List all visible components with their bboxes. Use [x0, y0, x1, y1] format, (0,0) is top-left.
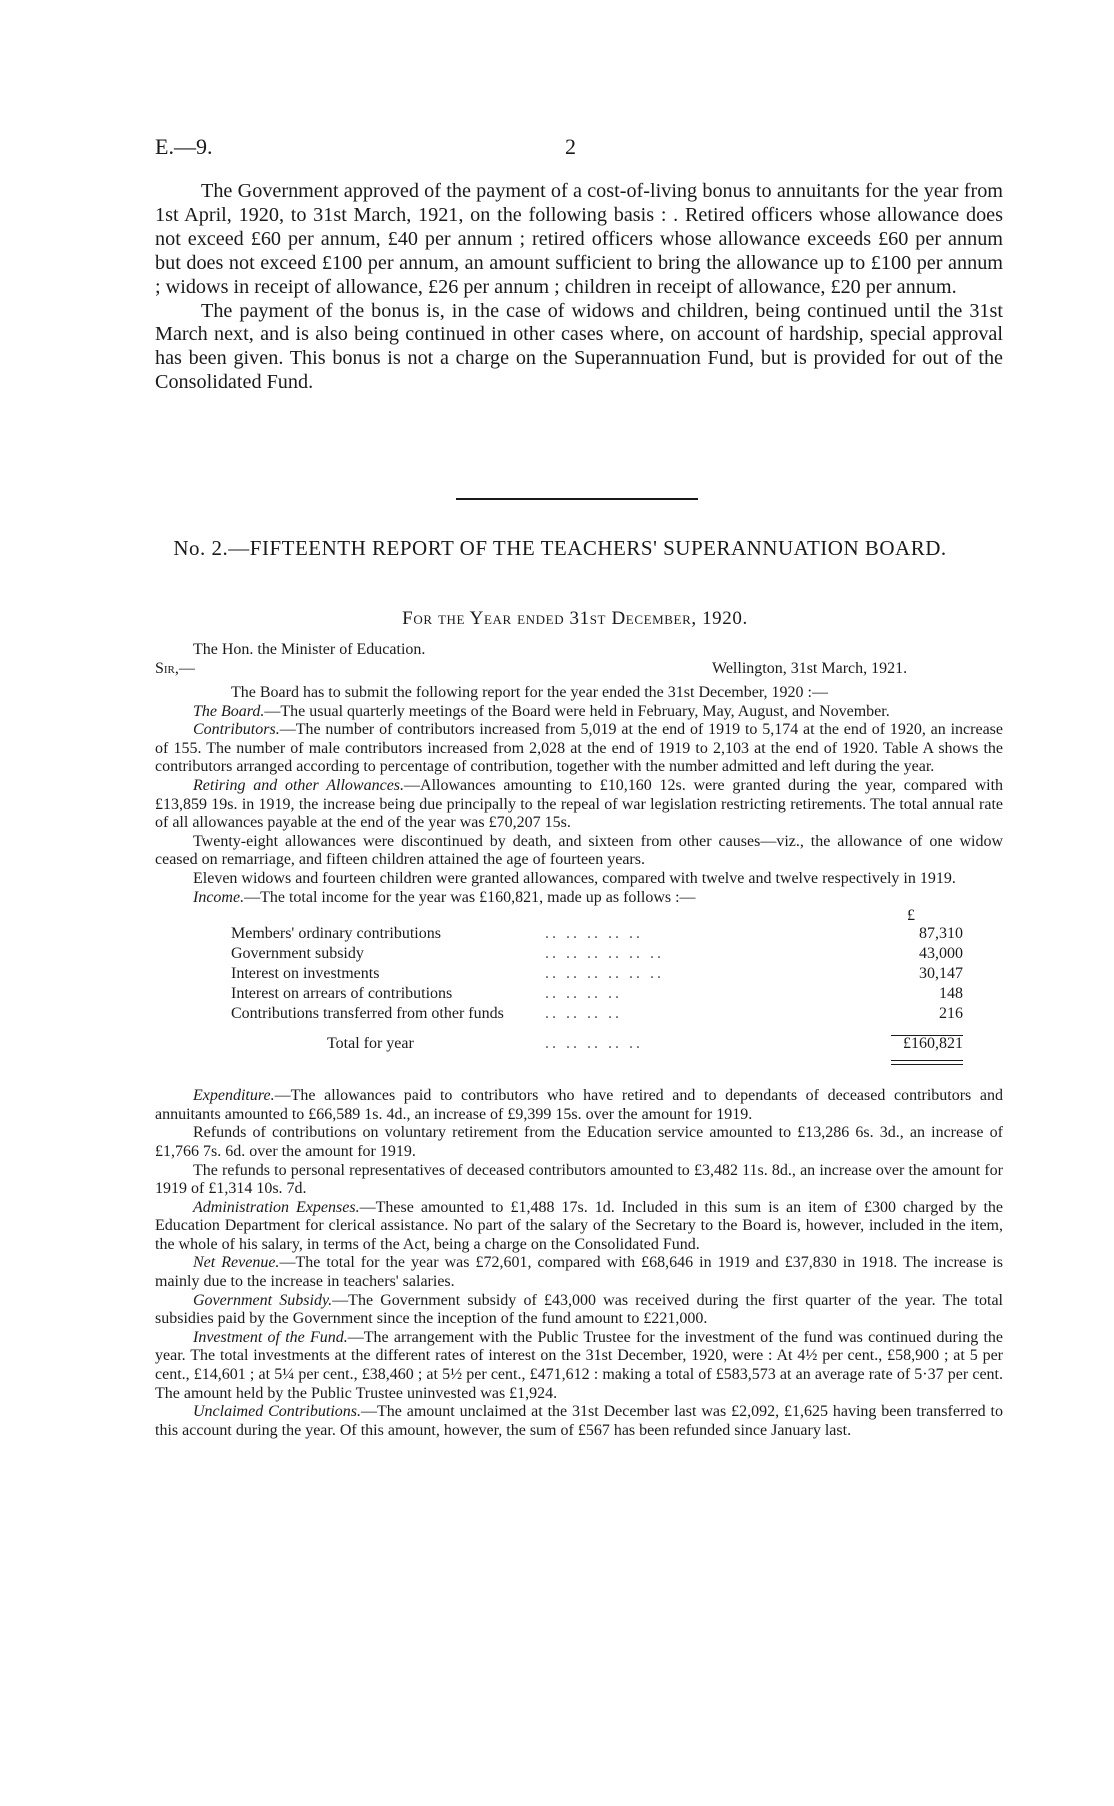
paragraph-board	[155, 703, 1003, 722]
document-reference: E.—9.	[155, 134, 213, 159]
paragraph-investment	[155, 1329, 1003, 1403]
report-body	[155, 684, 1003, 1440]
income-row-amount: 216	[939, 1005, 963, 1023]
page-number: 2	[565, 134, 576, 159]
heading-unclaimed: Unclaimed Contributions.	[193, 1403, 361, 1421]
heading-investment: Investment of the Fund.	[193, 1328, 348, 1346]
income-row-amount: 148	[939, 985, 963, 1003]
paragraph-income	[155, 889, 1003, 908]
text-subsidy: —The Government subsidy of £43,000 was received during the first quarter of the year. The total subsidies paid by the Government since the inception of the fund amount to £221,000.	[155, 1291, 1003, 1328]
intro-section	[155, 180, 1003, 395]
currency-symbol: £	[907, 907, 915, 925]
paragraph-retiring	[155, 777, 1003, 833]
page-header	[155, 134, 959, 158]
paragraph-refunds-personal: The refunds to personal representatives of deceased contributors amounted to £3,482 11s. 8d., an increase over the amount for 1919 of £1,314 10s. 7d.	[155, 1161, 1003, 1198]
paragraph-net-revenue	[155, 1254, 1003, 1291]
addressee: The Hon. the Minister of Education.	[193, 641, 426, 658]
income-currency-header	[155, 907, 1003, 925]
text-administration: —These amounted to £1,488 17s. 1d. Included in this sum is an item of £300 charged by the Education Department for clerical assistance. No part of the salary of the Secretary to the Board is, however, included in the item, the whole of his salary, in terms of the Act, being a charge on the Consolidated Fund.	[155, 1198, 1003, 1253]
income-row	[155, 1005, 1003, 1025]
income-row	[155, 965, 1003, 985]
income-row-leader: .. .. .. .. ..	[545, 925, 643, 943]
income-row-label: Interest on arrears of contributions	[231, 985, 453, 1003]
income-row-label: Members' ordinary contributions	[231, 925, 441, 943]
paragraph-expenditure	[155, 1087, 1003, 1124]
total-double-rule	[155, 1057, 1003, 1069]
income-row-amount: 43,000	[919, 945, 963, 963]
text-investment: —The arrangement with the Public Trustee for the investment of the fund was continued during the year. The total investments at the different rates of interest on the 31st December, 1920, were : At 4½ per cent., £58,900 ; at 5 per cent., £14,601 ; at 5¼ per cent., £38,460 ; at 5½ per cent., £471,612 : making a total of £583,573 at an average rate of 5·37 per cent. The amount held by the Public Trustee uninvested was £1,924.	[155, 1328, 1003, 1402]
place-date: Wellington, 31st March, 1921.	[712, 660, 908, 677]
salutation-line	[155, 659, 1003, 678]
salutation: Sir,—	[155, 660, 195, 677]
text-retiring: —Allowances amounting to £10,160 12s. were granted during the year, compared with £13,859 19s. in 1919, the increase being due principally to the repeal of war legislation restricting retirements. The total annual rate of all allowances payable at the end of the year was £70,207 15s.	[155, 776, 1004, 832]
heading-administration: Administration Expenses.	[193, 1198, 360, 1216]
income-row-leader: .. .. .. ..	[545, 1005, 622, 1023]
paragraph-unclaimed	[155, 1403, 1003, 1440]
text-board: —The usual quarterly meetings of the Board were held in February, May, August, and November.	[264, 702, 890, 720]
report-title: No. 2.—FIFTEENTH REPORT OF THE TEACHERS' SUPERANNUATION BOARD.	[173, 536, 947, 560]
income-row	[155, 925, 1003, 945]
income-total-leader: .. .. .. .. ..	[545, 1035, 643, 1053]
opening-paragraph: The Board has to submit the following report for the year ended the 31st December, 1920 :—	[231, 684, 828, 701]
heading-subsidy: Government Subsidy.	[193, 1291, 333, 1309]
paragraph-widows: Eleven widows and fourteen children were granted allowances, compared with twelve and twelve respectively in 1919.	[193, 869, 956, 887]
section-divider	[456, 498, 698, 500]
text-net-revenue: —The total for the year was £72,601, compared with £68,646 in 1919 and £37,830 in 1918. The increase is mainly due to the increase in teachers' salaries.	[155, 1254, 1004, 1291]
income-row	[155, 945, 1003, 965]
income-total-label: Total for year	[327, 1035, 414, 1053]
income-row-amount: 87,310	[919, 925, 963, 943]
heading-board: The Board.	[193, 702, 265, 720]
income-row-leader: .. .. .. .. .. ..	[545, 945, 664, 963]
intro-paragraph-continuation: The payment of the bonus is, in the case of widows and children, being continued until the 31st March next, and is also being continued in other cases where, on account of hardship, special approval has been given. This bonus is not a charge on the Superannuation Fund, but is provided for out of the Consolidated Fund.	[155, 299, 1003, 394]
paragraph-contributors	[155, 721, 1003, 777]
text-income: —The total income for the year was £160,821, made up as follows :—	[244, 888, 696, 906]
heading-contributors: Contributors.	[193, 721, 280, 739]
report-subtitle: For the Year ended 31st December, 1920.	[402, 608, 748, 629]
paragraph-subsidy	[155, 1292, 1003, 1329]
income-row-amount: 30,147	[919, 965, 963, 983]
text-expenditure: —The allowances paid to contributors who have retired and to dependants of deceased contributors and annuitants amounted to £66,589 1s. 4d., an increase of £9,399 15s. over the amount for 1919.	[155, 1087, 1003, 1123]
income-total-row	[155, 1035, 1003, 1057]
text-contributors: —The number of contributors increased from 5,019 at the end of 1919 to 5,174 at the end of 1920, an increase of 155. The number of male contributors increased from 2,028 at the end of 1919 to 2,103 at the end of 1920. Table A shows the contributors arranged according to percentage of contribution, together with the number admitted and left during the year.	[155, 721, 1003, 776]
income-row	[155, 985, 1003, 1005]
heading-income: Income.	[193, 888, 245, 906]
income-row-label: Interest on investments	[231, 965, 380, 983]
income-table	[155, 907, 1003, 1069]
heading-retiring: Retiring and other Allowances.	[193, 776, 405, 794]
income-row-label: Government subsidy	[231, 945, 364, 963]
paragraph-administration	[155, 1199, 1003, 1255]
intro-paragraph-bonus: The Government approved of the payment of a cost-of-living bonus to annuitants for the year from 1st April, 1920, to 31st March, 1921, on the following basis : . Retired officers whose allowance does not exceed £60 per annum, £40 per annum ; retired officers whose allowance exceeds £60 per annum but does not exceed £100 per annum, an amount sufficient to bring the allowance up to £100 per annum ; widows in receipt of allowance, £26 per annum ; children in receipt of allowance, £20 per annum.	[155, 180, 1003, 298]
income-row-label: Contributions transferred from other funds	[231, 1005, 504, 1023]
text-unclaimed: —The amount unclaimed at the 31st December last was £2,092, £1,625 having been transferred to this account during the year. Of this amount, however, the sum of £567 has been refunded since January last.	[155, 1403, 1004, 1439]
paragraph-refunds: Refunds of contributions on voluntary retirement from the Education service amounted to £13,286 6s. 3d., an increase of £1,766 7s. 6d. over the amount for 1919.	[155, 1124, 1003, 1160]
income-row-leader: .. .. .. ..	[545, 985, 622, 1003]
paragraph-discontinued: Twenty-eight allowances were discontinued by death, and sixteen from other causes—viz., the allowance of one widow ceased on remarriage, and fifteen children attained the age of fourteen years.	[155, 832, 1003, 869]
income-total-amount: £160,821	[903, 1035, 963, 1053]
letter-address	[155, 640, 1003, 678]
income-row-leader: .. .. .. .. .. ..	[545, 965, 664, 983]
heading-net-revenue: Net Revenue.	[193, 1254, 280, 1272]
heading-expenditure: Expenditure.	[193, 1087, 275, 1105]
